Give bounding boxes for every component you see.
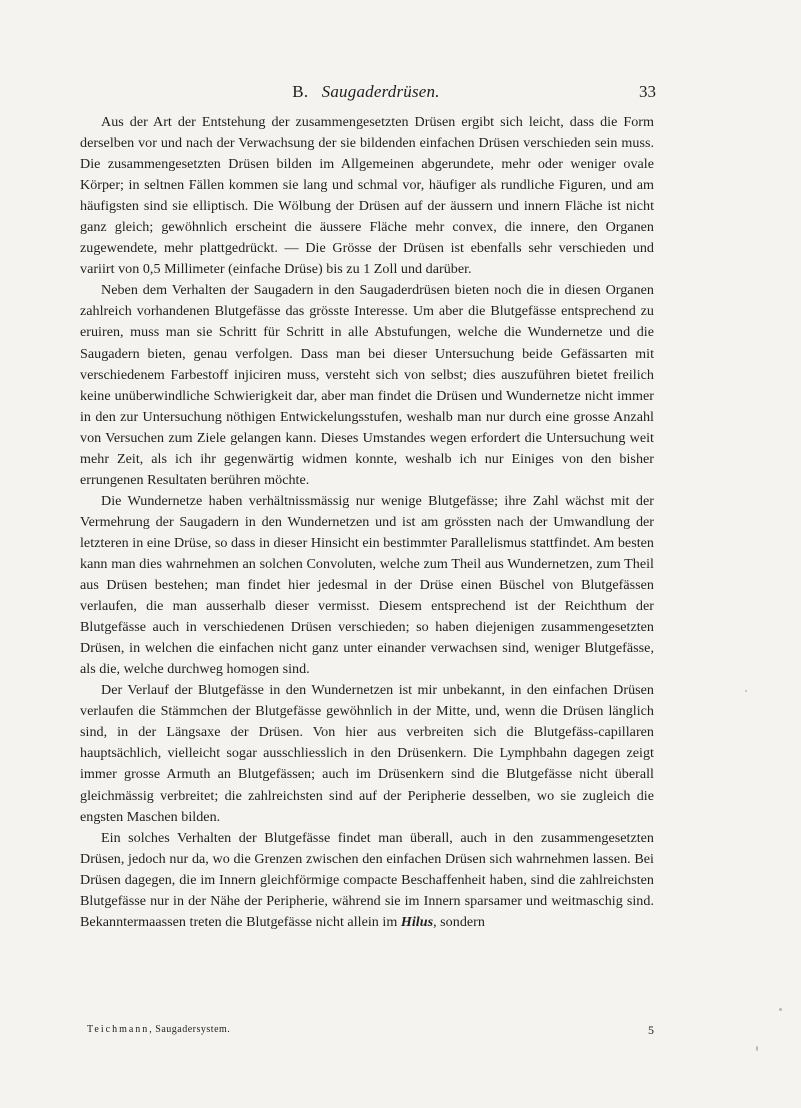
footer-author: Teichmann <box>87 1024 150 1035</box>
paragraph-3 <box>80 491 654 680</box>
paper-speck <box>756 1046 758 1051</box>
paragraph-text: Die Wundernetze haben verhältnissmässig nur wenige Blutgefässe; ihre Zahl wächst mit der Vermehrung der Saugadern in den Wundernetzen und ist am grössten nach der Umwandlung der letzteren in eine Drüse, so dass in dieser Hinsicht ein bestimmter Parallelismus stattfindet. Am besten kann man dies wahrnehmen an solchen Convoluten, welche zum Theil aus Wundernetzen, zum Theil aus Drüsen bestehen; man findet hier jedesmal in der Drüse einen Büschel von Blutgefässen verlaufen, die man ausserhalb dieser vermisst. Diesem entsprechend ist der Reichthum der Blutgefässe auch in verschiedenen Drüsen verschieden; so haben diejenigen zusammengesetzten Drüsen, in welchen die einfachen nicht ganz unter einander verwachsen sind, weniger Blutgefässe, als die, welche durchweg homogen sind. <box>80 492 654 678</box>
running-head <box>292 82 439 102</box>
body-text <box>80 112 654 933</box>
emphasized-term: Hilus <box>400 913 434 930</box>
page-number: 33 <box>639 82 656 101</box>
paragraph-text: Der Verlauf der Blutgefässe in den Wundernetzen ist mir unbekannt, in den einfachen Drüsen verlaufen die Stämmchen der Blutgefässe gewöhnlich in der Mitte, und, wenn die Drüsen länglich sind, in der Längsaxe der Drüsen. Von hier aus verbreiten sich die Blutgefäss-capillaren hauptsächlich, vielleicht sogar ausschliesslich in den Drüsenkern. Die Lymphbahn dagegen zeigt immer grosse Armuth an Blutgefässen; auch im Drüsenkern sind die Blutgefässe nicht überall gleichmässig verbreitet; die zahlreichsten sind auf der Peripherie desselben, wo sie zugleich die engsten Maschen bilden. <box>80 682 654 825</box>
paper-speck <box>779 1008 782 1011</box>
page-header <box>76 82 656 104</box>
signature-line <box>87 1023 230 1037</box>
section-title: Saugaderdrüsen. <box>321 82 440 101</box>
paragraph-1 <box>80 112 654 280</box>
paper-speck <box>745 690 747 692</box>
footer-work: , Saugadersystem. <box>149 1024 231 1035</box>
paragraph-text: , sondern <box>433 913 485 930</box>
signature-mark: 5 <box>648 1023 654 1037</box>
running-head-space <box>313 82 317 101</box>
paragraph-5 <box>80 828 654 933</box>
paragraph-4 <box>80 680 654 827</box>
page-footer <box>87 1023 654 1041</box>
paragraph-text: Aus der Art der Entstehung der zusammengesetzten Drüsen ergibt sich leicht, dass die Form derselben vor und nach der Verwachsung der sie bildenden einfachen Drüsen verschieden sein muss. Die zusammengesetzten Drüsen bilden im Allgemeinen abgerundete, mehr oder weniger ovale Körper; in seltnen Fällen kommen sie lang und schmal vor, häufiger als rundliche Figuren, und am häufigsten sind sie elliptisch. Die Wölbung der Drüsen auf der äussern und innern Fläche ist nicht ganz gleich; gewöhnlich erscheint die äussere Fläche mehr convex, die innere, den Organen zugewendete, mehr plattgedrückt. — Die Grösse der Drüsen ist ebenfalls sehr verschieden und variirt von 0,5 Millimeter (einfache Drüse) bis zu 1 Zoll und darüber. <box>80 114 654 278</box>
section-prefix: B. <box>292 82 309 101</box>
paragraph-text: Neben dem Verhalten der Saugadern in den Saugaderdrüsen bieten noch die in diesen Organen zahlreich vorhandenen Blutgefässe das grösste Interesse. Um aber die Blutgefässe entsprechend zu eruiren, muss man sie Schritt für Schritt in alle Abstufungen, welche die Wundernetze und die Saugadern bieten, genau verfolgen. Dass man bei dieser Untersuchung beide Gefässarten mit verschiedenem Farbestoff injiciren muss, versteht sich von selbst; dies auszuführen bietet freilich keine unüberwindliche Schwierigkeit dar, aber man findet die Drüsen und Wundernetze nicht immer in den zur Untersuchung nöthigen Entwickelungsstufen, weshalb man nur durch eine grosse Anzahl von Versuchen zum Ziele gelangen kann. Dieses Umstandes wegen erfordert die Untersuchung weit mehr Zeit, als ich ihr gegenwärtig widmen konnte, weshalb ich nur Einiges von den bisher errungenen Resultaten berühren möchte. <box>80 282 654 488</box>
paragraph-2 <box>80 280 654 490</box>
paragraph-text: Ein solches Verhalten der Blutgefässe findet man überall, auch in den zusammengesetzten Drüsen, jedoch nur da, wo die Grenzen zwischen den einfachen Drüsen sich wahrnehmen lassen. Bei Drüsen dagegen, die im Innern gleichförmige compacte Beschaffenheit haben, sind die zahlreichsten Blutgefässe nur in der Nähe der Peripherie, während sie im Innern sparsamer und weitmaschig sind. Bekanntermaassen treten die Blutgefässe nicht allein im <box>80 829 654 930</box>
